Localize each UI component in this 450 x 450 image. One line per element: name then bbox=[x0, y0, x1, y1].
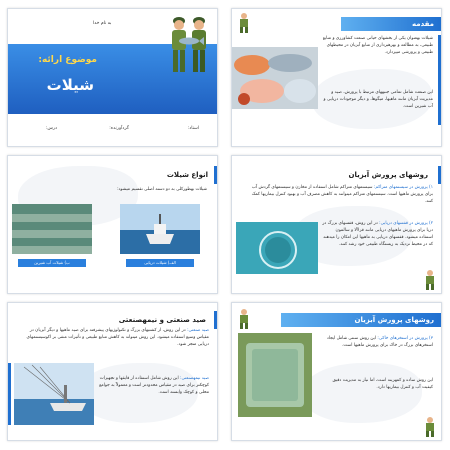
slide-header: انواع شیلات bbox=[166, 171, 208, 179]
accent-bar bbox=[214, 311, 217, 329]
presentation-title: شیلات bbox=[46, 76, 94, 94]
bismillah-text: به نام خدا bbox=[93, 21, 112, 26]
slide-header: صید صنعتی و نیمهصنعتی bbox=[118, 316, 206, 324]
sea-cage-photo bbox=[236, 222, 318, 274]
fisherman-icon bbox=[422, 415, 438, 437]
semi-industrial-fishing-text: صید نیمهصنعتی: این روش شامل استفاده از قایقها و تجهیزات کوچکتر برای صید در مقیاس محدودتر است و معمولاً به جوامع محلی و کوچک وابسته است. bbox=[99, 376, 209, 395]
freshwater-fishery-photo bbox=[12, 204, 92, 254]
method-3-extra-text: این روش ساده و کمهزینه است، اما نیاز به مدیریت دقیق کیفیت آب و کنترل بیماریها دارد. bbox=[332, 378, 433, 390]
fisherman-icon bbox=[236, 307, 252, 329]
intro-paragraph-2: این صنعت شامل تمامی جنبههای مرتبط با پرورش، صید و مدیریت آبزیان مانند ماهیها، میگوها، و دیگر موجودات دریایی و آب شیرین است. bbox=[323, 90, 433, 109]
course-label: درس: bbox=[45, 126, 57, 131]
marine-fishery-photo bbox=[120, 204, 200, 254]
slide-title[interactable] bbox=[7, 8, 218, 147]
intro-paragraph-1: شیلات بهعنوان یکی از بخشهای حیاتی صنعت کشاورزی و منابع طبیعی، به مطالعه و بهرهبرداری از منابع آبزیان در محیطهای طبیعی و پرورشی میپردازد. bbox=[322, 36, 433, 55]
caption-freshwater: ب) شیلات آب شیرین bbox=[18, 259, 86, 267]
slide-aquaculture-methods[interactable] bbox=[231, 155, 442, 294]
fishing-boat-photo bbox=[14, 363, 94, 425]
fisherman-icon bbox=[422, 268, 438, 290]
accent-bar bbox=[438, 35, 441, 125]
slide-header: روشهای پرورش آبزیان bbox=[348, 171, 428, 179]
accent-bar-left bbox=[8, 363, 11, 425]
slide-earth-ponds[interactable] bbox=[231, 302, 442, 441]
method-2-text: ۲) پرورش در قفسهای دریایی: در این روش، قفسهای بزرگ در دریا برای پرورش ماهیهای دریایی مانند قزلآلا و سالمون استفاده میشود. قفسهای دریایی به ماهیها این امکان را میدهند که در محیط نزدیک به زیستگاه طبیعی خود رشد کنند. bbox=[322, 221, 433, 247]
slide-header: روشهای پرورش آبزیان bbox=[281, 313, 441, 327]
method-1-text: ۱) پرورش در سیستمهای متراکم: سیستمهای متراکم شامل استفاده از مخازن و سیستمهای گردش آب برای پرورش ماهیها است. سیستمهای متراکم میتوانند به کاهش مصرف آب و بهبود کنترل بیماریها کمک کنند. bbox=[251, 185, 433, 204]
fishermen-illustration bbox=[163, 11, 213, 77]
accent-bar bbox=[214, 166, 217, 184]
slide-introduction[interactable] bbox=[231, 8, 442, 147]
teacher-label: استاد: bbox=[187, 126, 199, 131]
method-3-text: ۳) پرورش در استخرهای خاکی: این روش سنتی شامل ایجاد استخرهای بزرگ در خاک برای پرورش ماهیها است. bbox=[326, 336, 433, 348]
slide-header: مقدمه bbox=[341, 17, 441, 31]
authors-label: گردآورنده: bbox=[109, 126, 129, 131]
earth-pond-photo bbox=[238, 333, 312, 417]
topic-label: موضوع ارائه: bbox=[38, 55, 97, 65]
fisherman-icon bbox=[236, 11, 252, 33]
slide-industrial-fishing[interactable] bbox=[7, 302, 218, 441]
accent-bar bbox=[438, 166, 441, 184]
slide-fishery-types[interactable] bbox=[7, 155, 218, 294]
industrial-fishing-text: صید صنعتی: در این روش، از کشتیهای بزرگ و تکنولوژیهای پیشرفته برای صید ماهیها و دیگر آبزیان در مقیاس وسیع استفاده میشود. این روش میتواند به کاهش منابع طبیعی و تأثیرات منفی بر اکوسیستمهای دریایی منجر شود. bbox=[26, 328, 209, 347]
map-watermark bbox=[302, 363, 422, 423]
types-intro-text: شیلات بهطورکلی به دو دسته اصلی تقسیم میشود: bbox=[117, 187, 207, 192]
caption-marine: الف) شیلات دریایی bbox=[126, 259, 194, 267]
seafood-photo bbox=[232, 47, 318, 109]
